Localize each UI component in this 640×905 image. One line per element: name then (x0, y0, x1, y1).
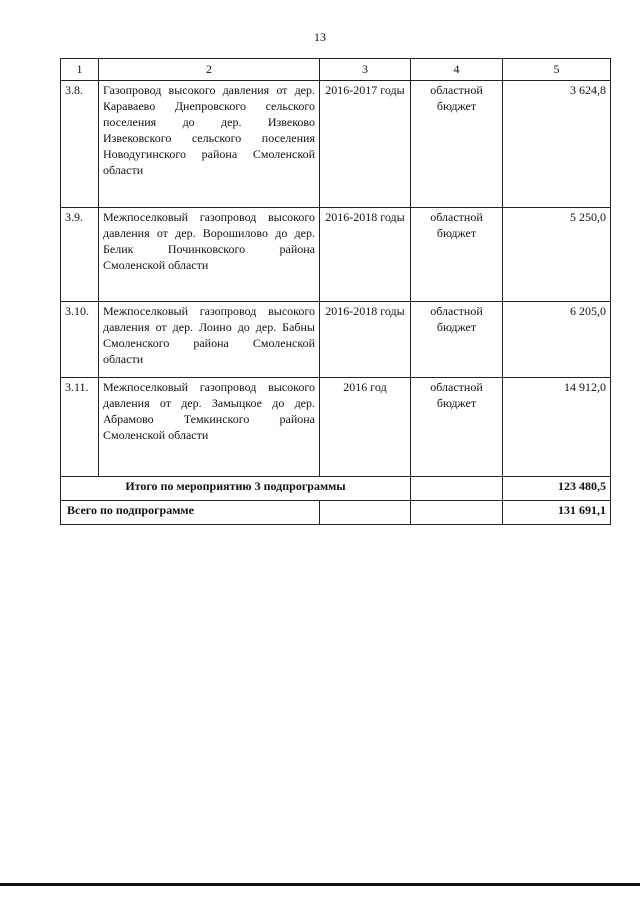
grand-total-amount: 131 691,1 (503, 501, 611, 525)
budget-table (60, 58, 611, 525)
row-description: Газопровод высокого давления от дер. Караваево Днепровского сельского поселения до дер. Извеково Извековского сельского поселения Новодугинского района Смоленской области (99, 81, 320, 208)
page-number: 13 (314, 30, 326, 44)
row-period: 2016-2017 годы (320, 81, 411, 208)
row-amount: 14 912,0 (503, 378, 611, 477)
row-description: Межпоселковый газопровод высокого давления от дер. Лоино до дер. Бабны Смоленского района Смоленской области (99, 302, 320, 378)
row-description: Межпоселковый газопровод высокого давления от дер. Замыцкое до дер. Абрамово Темкинского района Смоленской области (99, 378, 320, 477)
header-row (61, 59, 611, 81)
subtotal-row (61, 477, 611, 501)
row-source: областной бюджет (411, 378, 503, 477)
row-number: 3.8. (61, 81, 99, 208)
row-period: 2016-2018 годы (320, 302, 411, 378)
row-amount: 3 624,8 (503, 81, 611, 208)
subtotal-label: Итого по мероприятию 3 подпрограммы (61, 477, 411, 501)
header-col-1: 1 (61, 59, 99, 81)
bottom-scan-edge (0, 883, 640, 886)
grand-total-label: Всего по подпрограмме (61, 501, 320, 525)
header-col-2: 2 (99, 59, 320, 81)
grand-total-row (61, 501, 611, 525)
row-description: Межпоселковый газопровод высокого давления от дер. Ворошилово до дер. Белик Починковского района Смоленской области (99, 208, 320, 302)
table-row (61, 81, 611, 208)
header-col-3: 3 (320, 59, 411, 81)
grand-total-empty-cell-4 (411, 501, 503, 525)
table-row (61, 378, 611, 477)
header-col-4: 4 (411, 59, 503, 81)
row-source: областной бюджет (411, 208, 503, 302)
row-number: 3.11. (61, 378, 99, 477)
row-source: областной бюджет (411, 302, 503, 378)
table-row (61, 302, 611, 378)
table-row (61, 208, 611, 302)
row-source: областной бюджет (411, 81, 503, 208)
row-period: 2016-2018 годы (320, 208, 411, 302)
row-amount: 6 205,0 (503, 302, 611, 378)
subtotal-amount: 123 480,5 (503, 477, 611, 501)
row-number: 3.10. (61, 302, 99, 378)
grand-total-empty-cell-3 (320, 501, 411, 525)
row-number: 3.9. (61, 208, 99, 302)
header-col-5: 5 (503, 59, 611, 81)
subtotal-empty-cell (411, 477, 503, 501)
row-period: 2016 год (320, 378, 411, 477)
row-amount: 5 250,0 (503, 208, 611, 302)
